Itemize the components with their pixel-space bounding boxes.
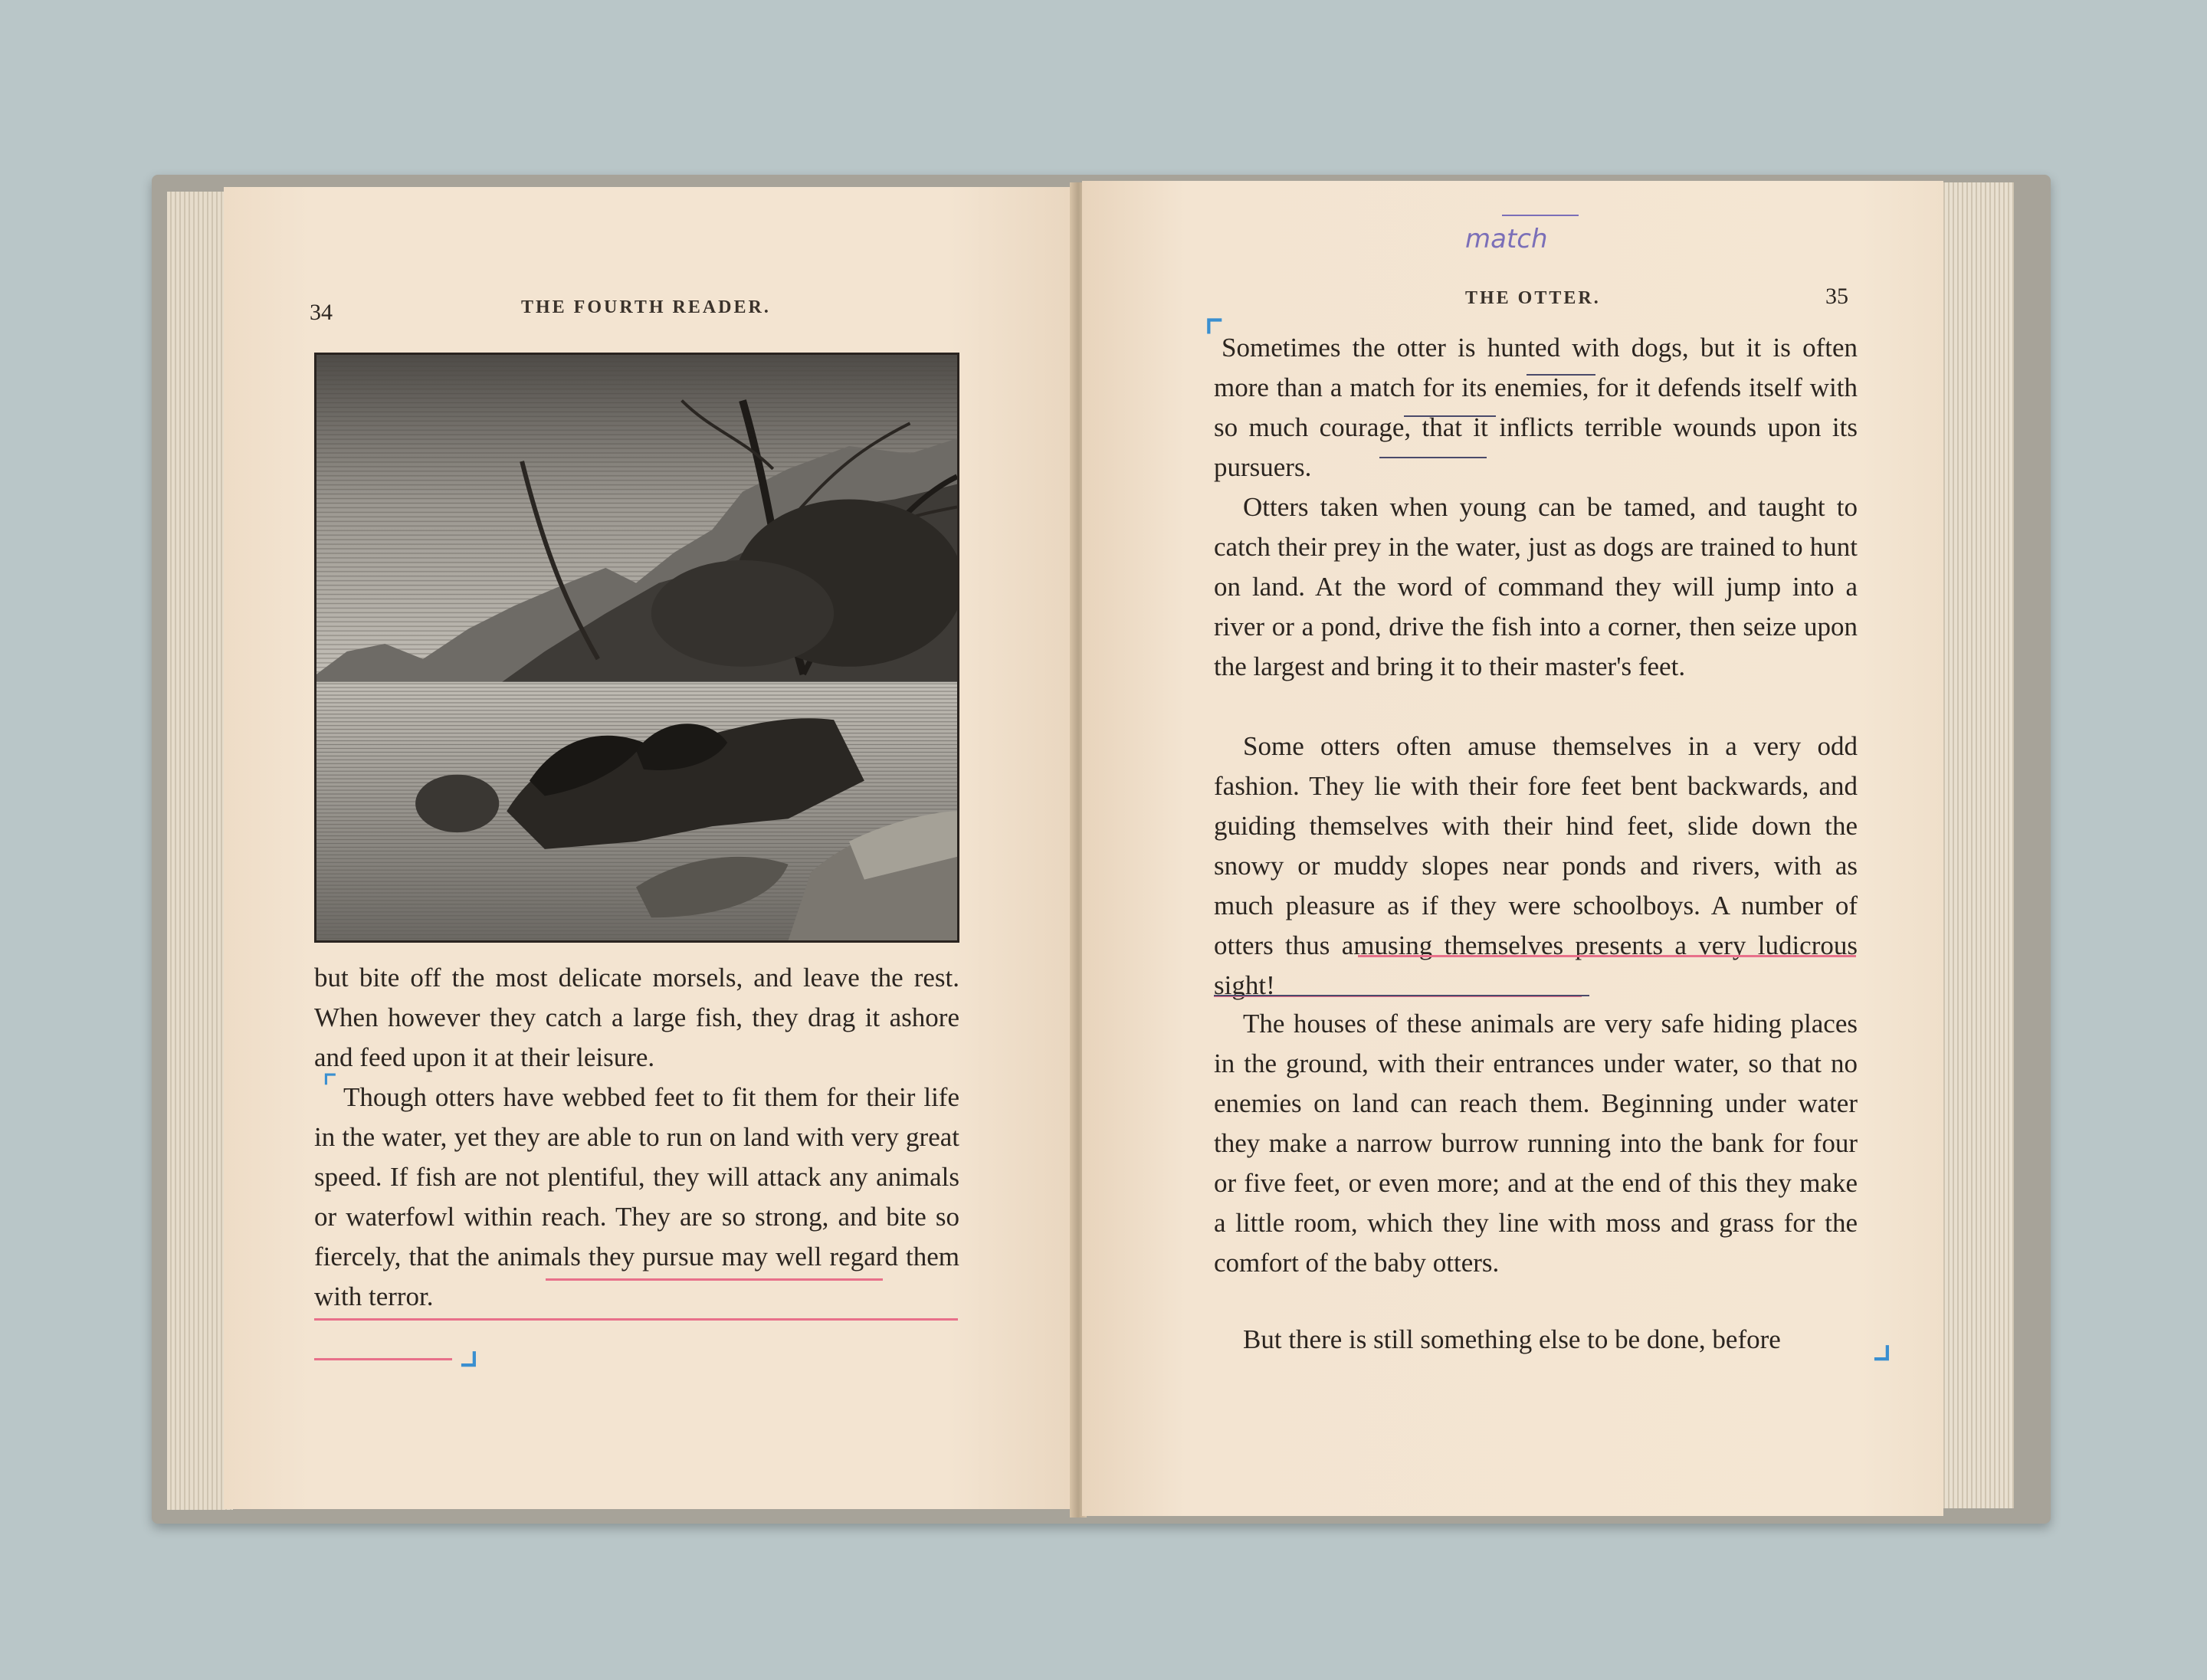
blue-bracket-close-left: ⌟ — [458, 1321, 480, 1375]
blue-bracket-open-left: ⌜ — [322, 1068, 338, 1107]
ink-underline-courage — [1404, 415, 1496, 417]
paragraph-right-5: But there is still something else to be done, before — [1243, 1324, 1781, 1354]
red-underline-left-2 — [314, 1318, 958, 1321]
ink-underline-pursuers — [1379, 457, 1487, 458]
paragraph-right-4: The houses of these animals are very safe hiding places in the ground, with their entrances under water, so that no enemies on land can reach them. Beginning under water they make a narrow burrow running into the bank for four or five feet, or even more; and at the end of this they make a little room, which they line with moss and grass for the comfort of the baby otters. — [1214, 1009, 1858, 1278]
right-page — [1082, 181, 1943, 1516]
blue-bracket-close-right: ⌟ — [1871, 1315, 1894, 1369]
paragraph-right-2: Otters taken when young can be tamed, and taught to catch their prey in the water, just as dogs are trained to hunt on land. At the word of command they will jump into a river or a pond, drive the fish into a corner, then seize upon the largest and bring it to their master's feet. — [1214, 492, 1858, 681]
ink-underline-presents — [1214, 995, 1589, 996]
red-underline-left-1 — [546, 1278, 883, 1281]
ink-underline-enemies — [1527, 374, 1595, 376]
otter-engraving — [314, 353, 959, 943]
paragraph-left-1: but bite off the most delicate morsels, and leave the rest. When however they catch a large fish, they drag it ashore and feed upon it at their leisure. — [314, 963, 959, 1072]
engraving-image — [316, 355, 957, 940]
page-number-left: 34 — [310, 300, 333, 325]
paragraph-right-3: Some otters often amuse themselves in a very odd fashion. They lie with their fore feet bent backwards, and guiding themselves with their hind feet, slide down the snowy or muddy slopes near ponds and rivers, with as much pleasure as if they were schoolboys. A number of otters thus amusing themselves presents a very ludicrous sight! — [1214, 731, 1858, 1000]
paragraph-left-2: Though otters have webbed feet to fit them for their life in the water, yet they are able to run on land with very great speed. If fish are not plentiful, they will attack any animals or waterfowl within reach. They are so strong, and bite so fiercely, that the animals they pursue may well regard them with terror. — [314, 1082, 959, 1311]
page-edges-right — [1943, 182, 2014, 1508]
purple-double-line — [1502, 215, 1579, 216]
page-number-right: 35 — [1825, 284, 1848, 309]
red-underline-left-3 — [314, 1358, 452, 1360]
handwritten-note-match: match — [1465, 224, 1548, 254]
blue-bracket-open-right: ⌜ — [1203, 311, 1225, 365]
left-page — [224, 187, 1076, 1509]
paragraph-right-1: Sometimes the otter is hunted with dogs, but it is often more than a match for its enemies, for it defends itself with so much courage, that it inflicts terrible wounds upon its pursuers. — [1214, 333, 1858, 482]
red-underline-right-1 — [1358, 955, 1856, 957]
running-head-right: THE OTTER. — [1465, 288, 1601, 308]
running-head-left: THE FOURTH READER. — [521, 297, 771, 317]
